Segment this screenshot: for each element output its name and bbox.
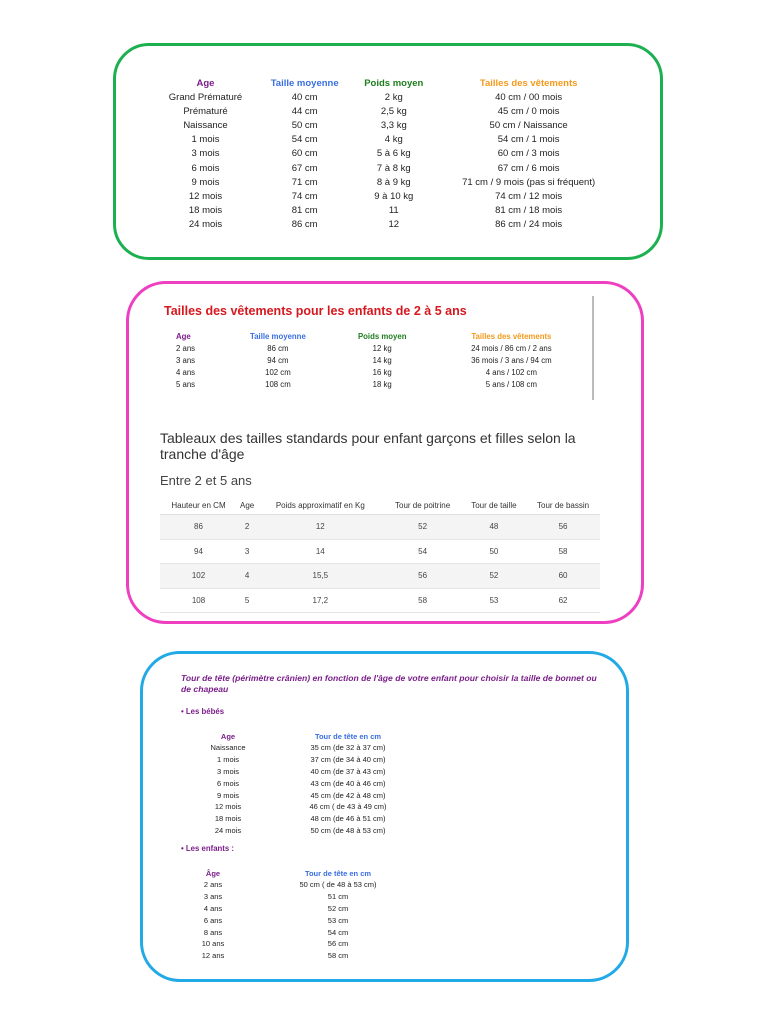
table-cell: 86 cm [267, 343, 289, 353]
table-header-row [178, 868, 428, 879]
table-row [154, 175, 622, 189]
table-cell: 3 ans [203, 892, 223, 902]
table-cell: 60 cm / 3 mois [497, 148, 560, 160]
table-cell: 3 ans [176, 355, 196, 365]
table-cell: 2 [237, 515, 257, 540]
table-cell: 54 cm [327, 927, 349, 937]
table-cell: 54 [383, 539, 461, 564]
table-cell: 51 cm [327, 892, 349, 902]
table-cell: 37 cm (de 34 à 40 cm) [310, 755, 386, 765]
table-cell: Prématuré [183, 105, 228, 117]
table-cell: 50 [462, 539, 526, 564]
table-cell: 1 mois [216, 755, 240, 765]
table-cell: 86 [160, 515, 237, 540]
table-cell: 102 [160, 564, 237, 589]
table-cell: 50 cm ( de 48 à 53 cm) [299, 880, 377, 890]
table-cell: 12 kg [372, 343, 392, 353]
table-cell: 3,3 kg [380, 119, 407, 131]
table-cell: 48 [462, 515, 526, 540]
table-header-row [186, 731, 426, 742]
table-cell: 40 cm [291, 91, 318, 103]
table-row [178, 903, 428, 915]
header-age: Age [196, 77, 215, 89]
table-row [186, 789, 426, 801]
table-cell: 12 ans [201, 951, 225, 961]
table-header-row [160, 496, 600, 515]
table-cell: 50 cm (de 48 à 53 cm) [310, 825, 386, 835]
table-row [186, 754, 426, 766]
table-cell: 9 à 10 kg [374, 190, 414, 202]
table-row [154, 161, 622, 175]
table-row [154, 147, 622, 161]
table-cell: 1 mois [191, 134, 220, 146]
table-row [154, 204, 622, 218]
table-cell: 2 ans [203, 880, 223, 890]
header-tour-taille: Tour de taille [462, 496, 526, 515]
table-cell: 12 [388, 219, 400, 231]
header-age: Âge [205, 869, 221, 878]
table-cell: 108 [160, 588, 237, 613]
table-row [160, 564, 600, 589]
table-cell: 40 cm / 00 mois [495, 91, 563, 103]
header-age: Age [237, 496, 257, 515]
header-tour-de-tete: Tour de tête en cm [314, 732, 382, 741]
table-cell: 71 cm / 9 mois (pas si fréquent) [462, 176, 596, 188]
table-cell: 17,2 [257, 588, 383, 613]
table-row [178, 926, 428, 938]
table-cell: 46 cm ( de 43 à 49 cm) [309, 802, 387, 812]
table-cell: 6 mois [191, 162, 220, 174]
table-cell: 74 cm / 12 mois [495, 190, 563, 202]
table-cell: 52 cm [327, 903, 349, 913]
table-cell: 58 [526, 539, 600, 564]
header-taille-moyenne: Taille moyenne [250, 331, 306, 341]
table-cell: 54 cm [291, 134, 318, 146]
header-age: Age [176, 331, 191, 341]
table-cell: 4 [237, 564, 257, 589]
header-tour-bassin: Tour de bassin [526, 496, 600, 515]
babies-head-table [186, 731, 426, 836]
table-cell: 14 kg [372, 355, 392, 365]
table-row [186, 777, 426, 789]
children-label: • Les enfants : [181, 844, 234, 853]
table-row [154, 104, 622, 118]
head-circumference-title: Tour de tête (périmètre crânien) en fonction de l'âge de votre enfant pour choisir la taille de bonnet ou de chapeau [181, 673, 597, 694]
babies-label: • Les bébés [181, 707, 225, 716]
table-row [154, 189, 622, 203]
table-cell: 18 kg [372, 379, 392, 389]
table-cell: 50 cm [291, 119, 318, 131]
table-cell: 16 kg [372, 367, 392, 377]
table-cell: 94 [160, 539, 237, 564]
table-cell: 71 cm [291, 176, 318, 188]
age-range-subheading: Entre 2 et 5 ans [160, 473, 252, 488]
table-cell: 53 [462, 588, 526, 613]
table-row [186, 766, 426, 778]
table-cell: 5 ans [176, 379, 196, 389]
table-row [178, 879, 428, 891]
table-cell: 3 mois [216, 766, 240, 776]
table-cell: 2 ans [176, 343, 196, 353]
table-cell: 5 [237, 588, 257, 613]
table-cell: 10 ans [201, 939, 225, 949]
table-row [154, 118, 622, 132]
table-row [154, 90, 622, 104]
table-cell: 2,5 kg [380, 105, 407, 117]
table-cell: 40 cm (de 37 à 43 cm) [310, 766, 386, 776]
table-cell: 24 mois / 86 cm / 2 ans [471, 343, 552, 353]
table-cell: 7 à 8 kg [376, 162, 411, 174]
table-row [168, 378, 592, 390]
table-cell: 14 [257, 539, 383, 564]
table-cell: Naissance [210, 743, 246, 753]
header-age: Age [220, 732, 236, 741]
table-row [154, 133, 622, 147]
header-tour-poitrine: Tour de poitrine [383, 496, 461, 515]
table-cell: 35 cm (de 32 à 37 cm) [310, 743, 386, 753]
table-cell: 11 [388, 205, 399, 217]
table-cell: 12 [257, 515, 383, 540]
table-cell: 5 ans / 108 cm [485, 379, 537, 389]
table-cell: 9 mois [216, 790, 240, 800]
table-cell: 12 mois [188, 190, 223, 202]
table-cell: 3 [237, 539, 257, 564]
kids-sizes-table [168, 330, 592, 390]
table-row [168, 342, 592, 354]
table-cell: 62 [526, 588, 600, 613]
table-cell: 81 cm [291, 205, 318, 217]
table-body [178, 879, 428, 962]
table-row [160, 588, 600, 613]
table-cell: 45 cm / 0 mois [497, 105, 560, 117]
table-cell: 12 mois [214, 802, 242, 812]
table-cell: 45 cm (de 42 à 48 cm) [310, 790, 386, 800]
table-cell: 6 mois [216, 778, 240, 788]
table-cell: 4 ans / 102 cm [485, 367, 537, 377]
divider [592, 296, 594, 400]
table-cell: 74 cm [291, 190, 318, 202]
table-cell: 67 cm [291, 162, 318, 174]
table-cell: 6 ans [203, 915, 223, 925]
table-cell: 48 cm (de 46 à 51 cm) [310, 814, 386, 824]
standard-sizes-table [160, 496, 600, 613]
table-cell: 50 cm / Naissance [489, 119, 568, 131]
header-tailles-vetements: Tailles des vêtements [471, 331, 552, 341]
table-row [160, 515, 600, 540]
table-cell: Naissance [183, 119, 228, 131]
baby-sizes-table [154, 76, 622, 232]
header-tour-de-tete: Tour de tête en cm [304, 869, 372, 878]
table-row [178, 914, 428, 926]
table-row [186, 801, 426, 813]
table-cell: 4 ans [176, 367, 196, 377]
table-cell: 67 cm / 6 mois [497, 162, 560, 174]
table-cell: 24 mois [188, 219, 223, 231]
table-cell: 108 cm [265, 379, 291, 389]
table-cell: 52 [462, 564, 526, 589]
table-header-row [168, 330, 592, 342]
section-title: Tailles des vêtements pour les enfants de 2 à 5 ans [164, 304, 467, 318]
table-cell: 43 cm (de 40 à 46 cm) [310, 778, 386, 788]
table-row [168, 366, 592, 378]
table-cell: 15,5 [257, 564, 383, 589]
table-cell: 56 [383, 564, 461, 589]
header-poids: Poids approximatif en Kg [257, 496, 383, 515]
table-cell: 3 mois [191, 148, 220, 160]
table-cell: 86 cm [291, 219, 318, 231]
table-cell: 81 cm / 18 mois [495, 205, 563, 217]
table-cell: 18 mois [188, 205, 223, 217]
table-cell: 52 [383, 515, 461, 540]
table-cell: 44 cm [291, 105, 318, 117]
table-cell: 9 mois [191, 176, 220, 188]
table-cell: 102 cm [265, 367, 291, 377]
table-row [186, 813, 426, 825]
header-poids-moyen: Poids moyen [357, 331, 407, 341]
table-cell: 54 cm / 1 mois [497, 134, 560, 146]
header-tailles-vetements: Tailles des vêtements [479, 77, 578, 89]
header-taille-moyenne: Taille moyenne [270, 77, 339, 89]
standard-sizes-heading: Tableaux des tailles standards pour enfant garçons et filles selon la tranche d'âge [160, 430, 576, 462]
table-cell: 86 cm / 24 mois [495, 219, 563, 231]
children-head-table [178, 868, 428, 962]
table-cell: 53 cm [327, 915, 349, 925]
table-cell: 8 ans [203, 927, 223, 937]
table-cell: 56 cm [327, 939, 349, 949]
table-cell: 4 kg [384, 134, 403, 146]
header-hauteur: Hauteur en CM [160, 496, 237, 515]
table-cell: 4 ans [203, 903, 223, 913]
table-body [160, 515, 600, 613]
table-row [178, 950, 428, 962]
table-cell: 2 kg [384, 91, 403, 103]
table-row [178, 891, 428, 903]
table-row [186, 742, 426, 754]
table-cell: 94 cm [267, 355, 289, 365]
table-cell: 8 à 9 kg [376, 176, 411, 188]
table-body [154, 90, 622, 232]
table-body [168, 342, 592, 390]
table-cell: 56 [526, 515, 600, 540]
table-cell: 60 cm [291, 148, 318, 160]
table-row [186, 825, 426, 837]
table-cell: 5 à 6 kg [376, 148, 411, 160]
table-row [168, 354, 592, 366]
table-cell: 18 mois [214, 814, 242, 824]
table-row [154, 218, 622, 232]
table-row [178, 938, 428, 950]
table-cell: 58 [383, 588, 461, 613]
table-cell: Grand Prématuré [168, 91, 243, 103]
table-row [160, 539, 600, 564]
header-poids-moyen: Poids moyen [364, 77, 424, 89]
table-cell: 60 [526, 564, 600, 589]
table-body [186, 742, 426, 836]
table-cell: 58 cm [327, 951, 349, 961]
table-cell: 24 mois [214, 825, 242, 835]
table-cell: 36 mois / 3 ans / 94 cm [471, 355, 552, 365]
table-header-row [154, 76, 622, 90]
